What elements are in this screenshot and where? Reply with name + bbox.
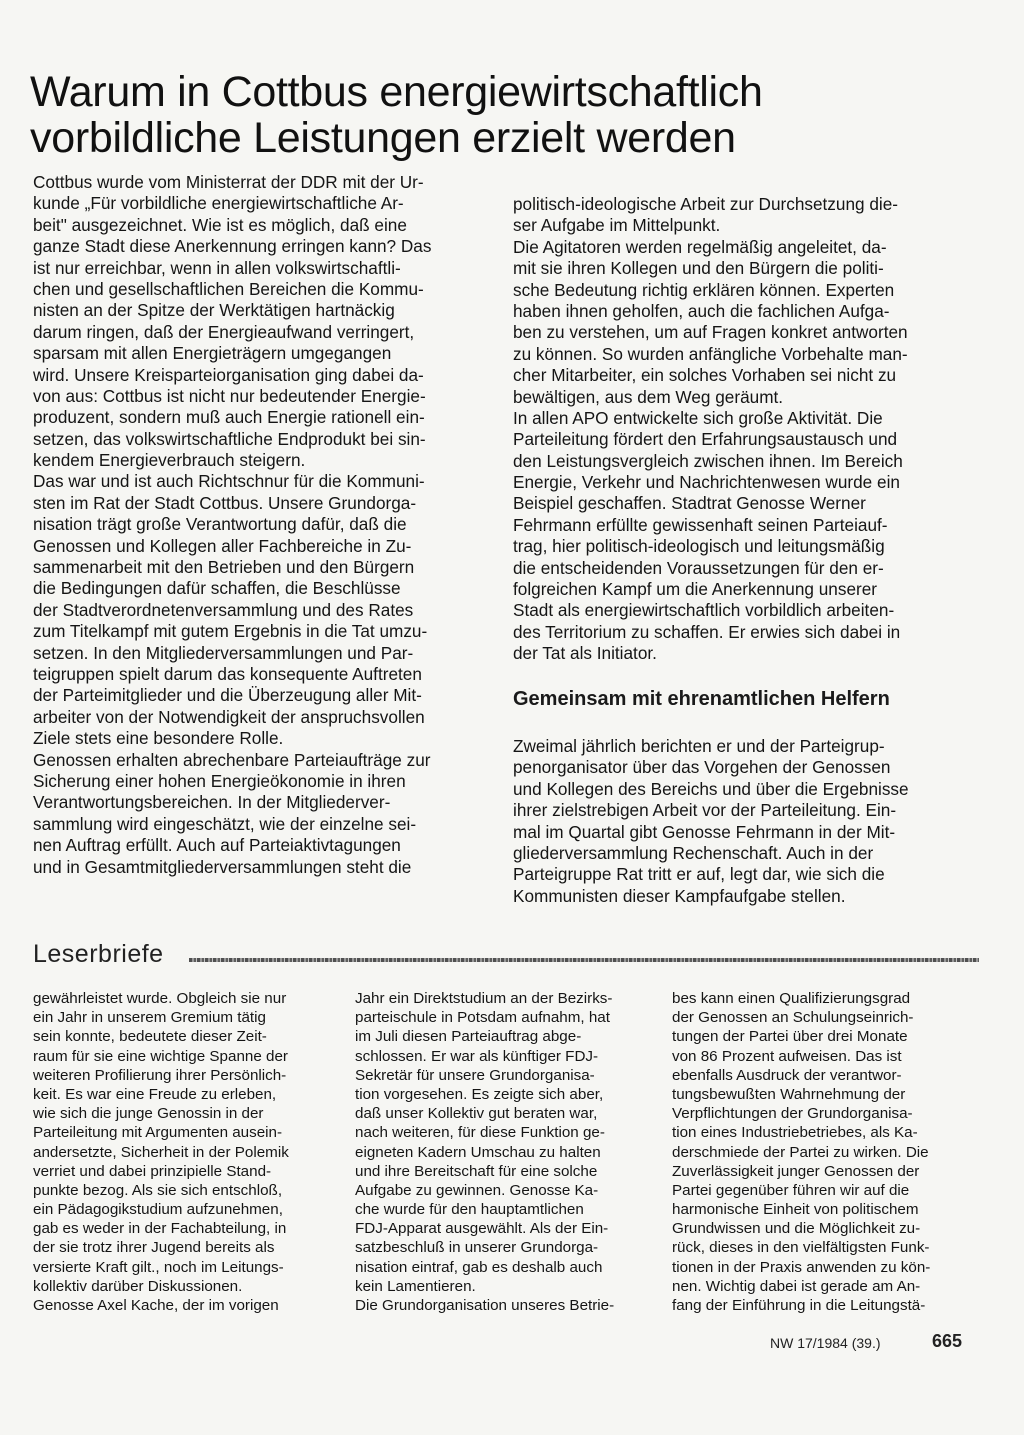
text-line: weiteren Profilierung ihrer Persönlich- — [33, 1066, 287, 1084]
text-line: sche Bedeutung richtig erklären können. Experten — [513, 279, 895, 300]
text-line: sten im Rat der Stadt Cottbus. Unsere Grundorga- — [33, 492, 417, 513]
text-line: Die Agitatoren werden regelmäßig angeleitet, da- — [513, 236, 887, 257]
text-line: fang der Einführung in die Leitungstä- — [672, 1297, 926, 1314]
text-line: nen. Wichtig dabei ist gerade am An- — [672, 1277, 921, 1295]
heading-rule — [189, 958, 979, 962]
text-line: von aus: Cottbus ist nicht nur bedeutender Energie- — [33, 385, 426, 406]
text-line: Verpflichtungen der Grundorganisa- — [672, 1105, 913, 1123]
text-line: arbeiter von der Notwendigkeit der anspruchsvollen — [33, 706, 425, 727]
text-line: setzen. In den Mitgliederversammlungen und Par- — [33, 642, 414, 663]
text-line: bes kann einen Qualifizierungsgrad — [672, 990, 911, 1007]
leserbriefe-column-1 — [33, 989, 325, 1315]
text-line: Parteileitung mit Argumenten ausein- — [33, 1124, 283, 1142]
text-line: gab es weder in der Fachabteilung, in — [33, 1220, 287, 1238]
text-line: sammlung wird eingeschätzt, wie der einzelne sei- — [33, 813, 417, 834]
text-line: wie sich die junge Genossin in der — [33, 1105, 264, 1123]
text-line: sparsam mit allen Energieträgern umgegangen — [33, 343, 392, 364]
text-line: verriet und dabei prinzipielle Stand- — [33, 1162, 272, 1180]
text-line: chen und gesellschaftlichen Bereichen die Kommu- — [33, 278, 424, 299]
text-line: ein Pädagogikstudium aufzunehmen, — [33, 1201, 283, 1219]
text-line: keit. Es war eine Freude zu erleben, — [33, 1085, 277, 1103]
text-line: des Territorium zu schaffen. Er erwies sich dabei in — [513, 621, 901, 642]
text-line: ist nur erreichbar, wenn in allen volkswirtschaftli- — [33, 257, 401, 278]
text-line: von 86 Prozent aufweisen. Das ist — [672, 1047, 902, 1065]
text-line: ser Aufgabe im Mittelpunkt. — [513, 215, 721, 236]
text-line: beit" ausgezeichnet. Wie ist es möglich, daß eine — [33, 214, 407, 235]
issue-reference: NW 17/1984 (39.) — [770, 1335, 881, 1351]
text-line: nisten an der Spitze der Werktätigen hartnäckig — [33, 300, 395, 321]
text-line: Energie, Verkehr und Nachrichtenwesen wurde ein — [513, 472, 900, 493]
text-line: raum für sie eine wichtige Spanne der — [33, 1047, 288, 1065]
page-number: 665 — [932, 1331, 963, 1351]
leserbriefe-column-2 — [355, 989, 645, 1315]
text-line: zu können. So wurden anfängliche Vorbehalte man- — [513, 343, 908, 364]
text-line: nen Auftrag erfüllt. Auch auf Parteiaktivtagungen — [33, 835, 401, 856]
text-line: daß unser Kollektiv gut beraten war, — [355, 1105, 598, 1123]
text-line: Aufgabe zu gewinnen. Genosse Ka- — [355, 1181, 599, 1199]
text-line: sein konnte, bedeutete dieser Zeit- — [33, 1028, 267, 1046]
text-line: tungen der Partei über drei Monate — [672, 1028, 908, 1046]
text-line: der Parteimitglieder und die Überzeugung aller Mit- — [33, 685, 422, 706]
text-line: der Tat als Initiator. — [513, 643, 657, 664]
text-line: Ziele stets eine besondere Rolle. — [33, 728, 284, 749]
text-line: kollektiv darüber Diskussionen. — [33, 1277, 243, 1295]
text-line: haben ihnen geholfen, auch die fachlichen Aufga- — [513, 300, 890, 321]
text-line: Cottbus wurde vom Ministerrat der DDR mit der Ur- — [33, 172, 424, 192]
text-line: die entscheidenden Voraussetzungen für den er- — [513, 557, 884, 578]
article-title — [30, 69, 990, 161]
text-line: tion eines Industriebetriebes, als Ka- — [672, 1124, 918, 1142]
text-line: kein Lamentieren. — [355, 1277, 476, 1295]
text-line: und in Gesamtmitgliederversammlungen steht die — [33, 856, 412, 877]
text-line: darum ringen, daß der Energieaufwand verringert, — [33, 321, 415, 342]
text-line: folgreichen Kampf um die Anerkennung unserer — [513, 579, 878, 600]
text-line: eigneten Kadern Umschau zu halten — [355, 1143, 601, 1161]
text-line: derschmiede der Partei zu wirken. Die — [672, 1143, 929, 1161]
text-line: nach weiteren, für diese Funktion ge- — [355, 1124, 605, 1142]
text-line: tungsbewußten Wahrnehmung der — [672, 1085, 906, 1103]
text-line: gewährleistet wurde. Obgleich sie nur — [33, 990, 287, 1007]
leserbriefe-column-3 — [672, 989, 964, 1315]
text-line: Fehrmann erfüllte gewissenhaft seinen Parteiauf- — [513, 514, 888, 535]
text-line: satzbeschluß in unserer Grundorga- — [355, 1239, 599, 1257]
text-line: Grundwissen und die Möglichkeit zu- — [672, 1220, 921, 1238]
article-right-column-bottom — [513, 736, 967, 907]
text-line: ebenfalls Ausdruck der verantwor- — [672, 1066, 902, 1084]
section-subheading: Gemeinsam mit ehrenamtlichen Helfern — [513, 688, 890, 710]
text-line: Das war und ist auch Richtschnur für die Kommuni- — [33, 471, 425, 492]
text-line: Parteigruppe Rat tritt er auf, legt dar, wie sich die — [513, 864, 885, 885]
text-line: bewältigen, aus dem Weg geräumt. — [513, 386, 784, 407]
text-line: mal im Quartal gibt Genosse Fehrmann in der Mit- — [513, 821, 896, 842]
text-line: penorganisator über das Vorgehen der Genossen — [513, 757, 891, 778]
leserbriefe-heading: Leserbriefe — [33, 940, 164, 968]
text-line: der Genossen an Schulungseinrich- — [672, 1009, 914, 1027]
text-line: im Juli diesen Parteiauftrag abge- — [355, 1028, 582, 1046]
text-line: die Bedingungen dafür schaffen, die Beschlüsse — [33, 578, 401, 599]
text-line: kendem Energieverbrauch steigern. — [33, 450, 306, 471]
text-line: wird. Unsere Kreisparteiorganisation ging dabei da- — [33, 364, 424, 385]
text-line: trag, hier politisch-ideologisch und leitungsmäßig — [513, 536, 885, 557]
text-line: rück, dieses in den vielfältigsten Funk- — [672, 1239, 930, 1257]
text-line: punkte bezog. Als sie sich entschloß, — [33, 1181, 283, 1199]
text-line: produzent, sondern muß auch Energie rationell ein- — [33, 407, 425, 428]
text-line: Beispiel geschaffen. Stadtrat Genosse Werner — [513, 493, 866, 514]
text-line: politisch-ideologische Arbeit zur Durchsetzung die- — [513, 194, 899, 214]
text-line: cher Mitarbeiter, ein solches Vorhaben sei nicht zu — [513, 365, 897, 386]
text-line: parteischule in Potsdam aufnahm, hat — [355, 1009, 610, 1027]
title-line-2: vorbildliche Leistungen erzielt werden — [30, 113, 736, 162]
text-line: Genossen erhalten abrechenbare Parteiaufträge zur — [33, 749, 431, 770]
text-line: sammenarbeit mit den Betrieben und den Bürgern — [33, 557, 415, 578]
text-line: Stadt als energiewirtschaftlich vorbildlich arbeiten- — [513, 600, 895, 621]
text-line: schlossen. Er war als künftiger FDJ- — [355, 1047, 599, 1065]
title-line-1: Warum in Cottbus energiewirtschaftlich — [30, 67, 763, 116]
text-line: Zuverlässigkeit junger Genossen der — [672, 1162, 920, 1180]
text-line: In allen APO entwickelte sich große Aktivität. Die — [513, 407, 883, 428]
text-line: FDJ-Apparat ausgewählt. Als der Ein- — [355, 1220, 609, 1238]
article-left-column — [33, 172, 487, 878]
text-line: mit sie ihren Kollegen und den Bürgern die politi- — [513, 258, 884, 279]
text-line: versierte Kraft gilt., noch im Leitungs- — [33, 1258, 284, 1276]
text-line: harmonische Einheit von politischem — [672, 1201, 919, 1219]
text-line: der Stadtverordnetenversammlung und des Rates — [33, 599, 414, 620]
text-line: ihrer zielstrebigen Arbeit vor der Parteileitung. Ein- — [513, 800, 897, 821]
text-line: tionen in der Praxis anwenden zu kön- — [672, 1258, 931, 1276]
text-line: kunde „Für vorbildliche energiewirtschaftliche Ar- — [33, 193, 404, 214]
text-line: andersetzte, Sicherheit in der Polemik — [33, 1143, 289, 1161]
text-line: Zweimal jährlich berichten er und der Parteigrup- — [513, 736, 885, 756]
text-line: Verantwortungsbereichen. In der Mitgliederver- — [33, 792, 391, 813]
text-line: setzen, das volkswirtschaftliche Endprodukt bei sin- — [33, 428, 426, 449]
text-line: teigruppen spielt darum das konsequente Auftreten — [33, 663, 422, 684]
text-line: Genosse Axel Kache, der im vorigen — [33, 1297, 279, 1314]
text-line: den Leistungsvergleich zwischen ihnen. Im Bereich — [513, 450, 903, 471]
text-line: nisation eintraf, gab es deshalb auch — [355, 1258, 603, 1276]
text-line: ben zu verstehen, um auf Fragen konkret antworten — [513, 322, 908, 343]
leserbriefe-header — [33, 940, 981, 968]
article-right-column-top — [513, 194, 967, 665]
text-line: Sekretär für unsere Grundorganisa- — [355, 1066, 595, 1084]
text-line: Die Grundorganisation unseres Betrie- — [355, 1297, 615, 1314]
text-line: che wurde für den hauptamtlichen — [355, 1201, 584, 1219]
text-line: nisation trägt große Verantwortung dafür, daß die — [33, 514, 407, 535]
text-line: Kommunisten dieser Kampfaufgabe stellen. — [513, 885, 846, 906]
text-line: Sicherung einer hohen Energieökonomie in ihren — [33, 770, 406, 791]
text-line: Parteileitung fördert den Erfahrungsaustausch und — [513, 429, 898, 450]
text-line: ein Jahr in unserem Gremium tätig — [33, 1009, 266, 1027]
text-line: der sie trotz ihrer Jugend bereits als — [33, 1239, 275, 1257]
text-line: Jahr ein Direktstudium an der Bezirks- — [355, 990, 613, 1007]
text-line: und ihre Bereitschaft für eine solche — [355, 1162, 598, 1180]
text-line: ganze Stadt diese Anerkennung erringen kann? Das — [33, 236, 432, 257]
text-line: Genossen und Kollegen aller Fachbereiche in Zu- — [33, 535, 412, 556]
text-line: tion vorgesehen. Es zeigte sich aber, — [355, 1085, 604, 1103]
text-line: gliederversammlung Rechenschaft. Auch in der — [513, 842, 874, 863]
text-line: zum Titelkampf mit gutem Ergebnis in die Tat umzu- — [33, 621, 428, 642]
text-line: Partei gegenüber führen wir auf die — [672, 1181, 910, 1199]
text-line: und Kollegen des Bereichs und über die Ergebnisse — [513, 778, 909, 799]
